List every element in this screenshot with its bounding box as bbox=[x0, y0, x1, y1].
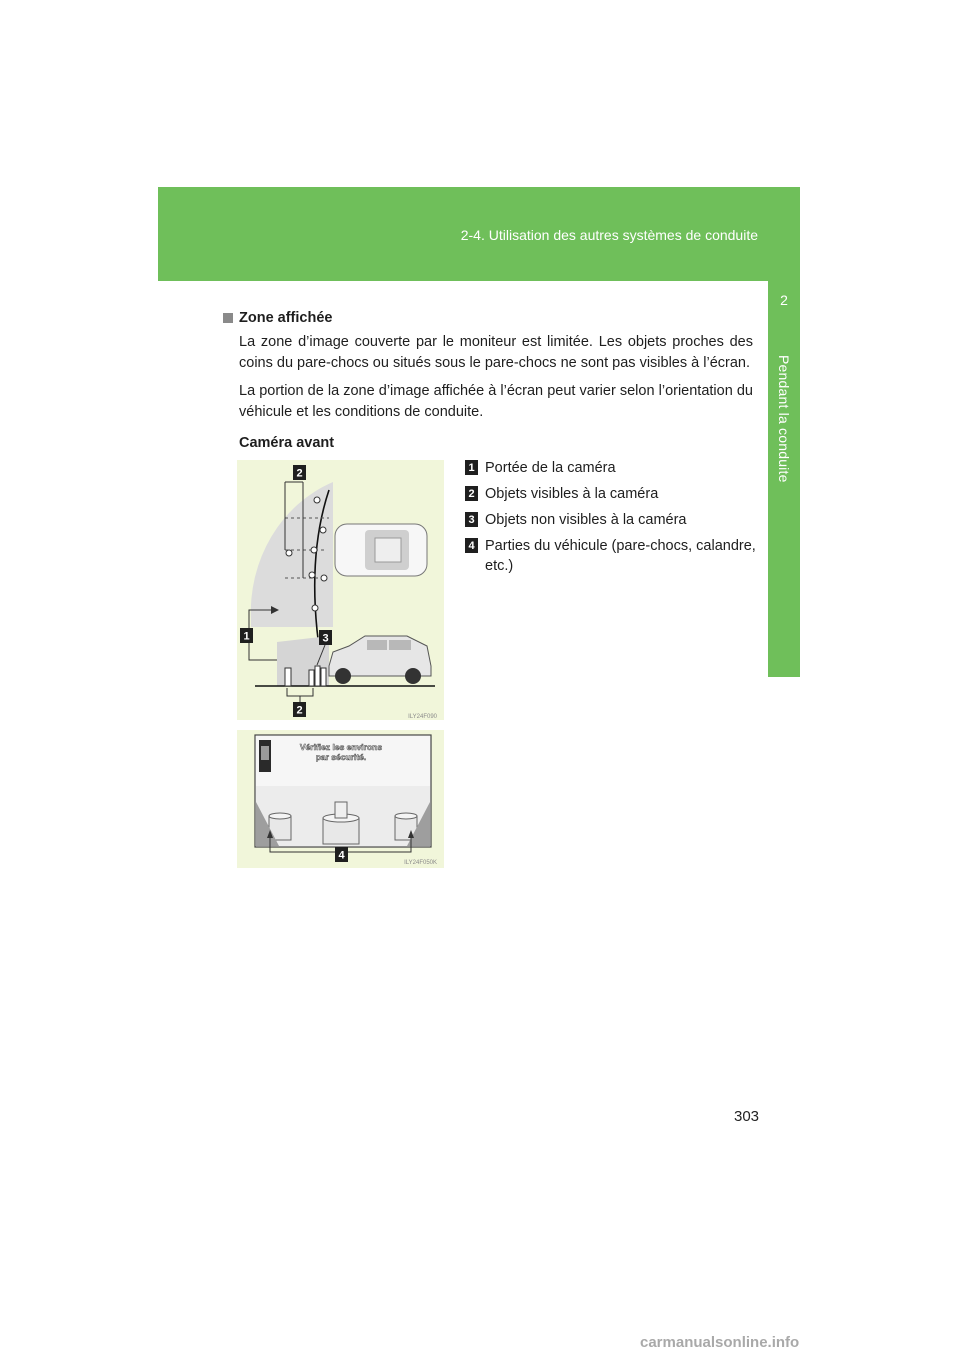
camera-range-area bbox=[251, 482, 333, 620]
legend-item bbox=[465, 458, 765, 478]
object-marker bbox=[286, 550, 292, 556]
screen-message-line1: Vérifiez les environs bbox=[299, 742, 383, 752]
screen-message-line2: par sécurité. bbox=[315, 752, 367, 762]
legend-text: Objets visibles à la caméra bbox=[485, 486, 659, 502]
camera-screen-svg bbox=[237, 730, 444, 868]
paragraph: La zone d’image couverte par le moniteur est limitée. Les objets proches des coins du pare-chocs ou situés sous le pare-chocs ne sont pas visibles à l’écran. bbox=[239, 334, 753, 371]
bracket bbox=[287, 688, 313, 696]
legend-item bbox=[465, 484, 765, 504]
svg-text:4: 4 bbox=[338, 849, 345, 862]
vehicle-icon bbox=[259, 740, 271, 772]
subheading-front-camera: Caméra avant bbox=[239, 435, 335, 451]
camera-range-svg bbox=[237, 460, 444, 720]
number-badge: 4 bbox=[465, 538, 478, 553]
post-object bbox=[321, 668, 326, 686]
figure-code: ILY24F090 bbox=[408, 714, 437, 720]
object-marker bbox=[314, 497, 320, 503]
badge-1 bbox=[240, 628, 253, 643]
object-marker bbox=[309, 572, 315, 578]
number-badge: 3 bbox=[465, 512, 478, 527]
legend-text: Parties du véhicule (pare-chocs, calandre, etc.) bbox=[485, 538, 756, 574]
number-badge: 2 bbox=[465, 486, 478, 501]
figure-code: ILY24F050K bbox=[404, 860, 437, 866]
paragraph: La portion de la zone d’image affichée à l’écran peut varier selon l’orientation du véhicule et les conditions de conduite. bbox=[239, 383, 753, 420]
svg-text:1: 1 bbox=[243, 630, 250, 643]
object-marker bbox=[320, 527, 326, 533]
svg-text:3: 3 bbox=[322, 632, 329, 645]
object-marker bbox=[321, 575, 327, 581]
legend-item bbox=[465, 536, 765, 576]
badge-2-top bbox=[293, 465, 306, 480]
legend-text: Portée de la caméra bbox=[485, 460, 616, 476]
section-heading-text: Zone affichée bbox=[239, 310, 333, 326]
legend-text: Objets non visibles à la caméra bbox=[485, 512, 687, 528]
badge-3 bbox=[319, 630, 332, 645]
page-number: 303 bbox=[734, 1108, 760, 1125]
header-title: 2-4. Utilisation des autres systèmes de conduite bbox=[460, 227, 758, 243]
leader-line bbox=[249, 638, 277, 660]
section-heading bbox=[223, 310, 753, 326]
chapter-header bbox=[158, 187, 800, 281]
camera-range-diagram bbox=[237, 460, 444, 720]
svg-text:2: 2 bbox=[296, 467, 303, 480]
footer-watermark-url[interactable]: carmanualsonline.info bbox=[640, 1334, 800, 1351]
number-badge: 1 bbox=[465, 460, 478, 475]
post-object bbox=[285, 668, 291, 686]
object-marker bbox=[312, 605, 318, 611]
chapter-title: Pendant la conduite bbox=[776, 355, 792, 483]
camera-range-band bbox=[251, 615, 333, 627]
badge-4 bbox=[335, 847, 348, 862]
square-bullet-icon bbox=[223, 313, 233, 323]
chapter-number: 2 bbox=[780, 292, 788, 308]
camera-screen-diagram bbox=[237, 730, 444, 868]
top-down-vehicle bbox=[335, 524, 427, 576]
badge-2-bottom bbox=[293, 702, 306, 717]
svg-text:2: 2 bbox=[296, 704, 303, 717]
side-view-vehicle bbox=[329, 636, 431, 684]
object-marker bbox=[311, 547, 317, 553]
chapter-side-tab bbox=[768, 281, 800, 677]
legend-item bbox=[465, 510, 765, 530]
section-displayed-area bbox=[223, 310, 753, 451]
post-object bbox=[309, 670, 314, 686]
figure-legend bbox=[465, 458, 765, 582]
post-object bbox=[315, 666, 320, 686]
